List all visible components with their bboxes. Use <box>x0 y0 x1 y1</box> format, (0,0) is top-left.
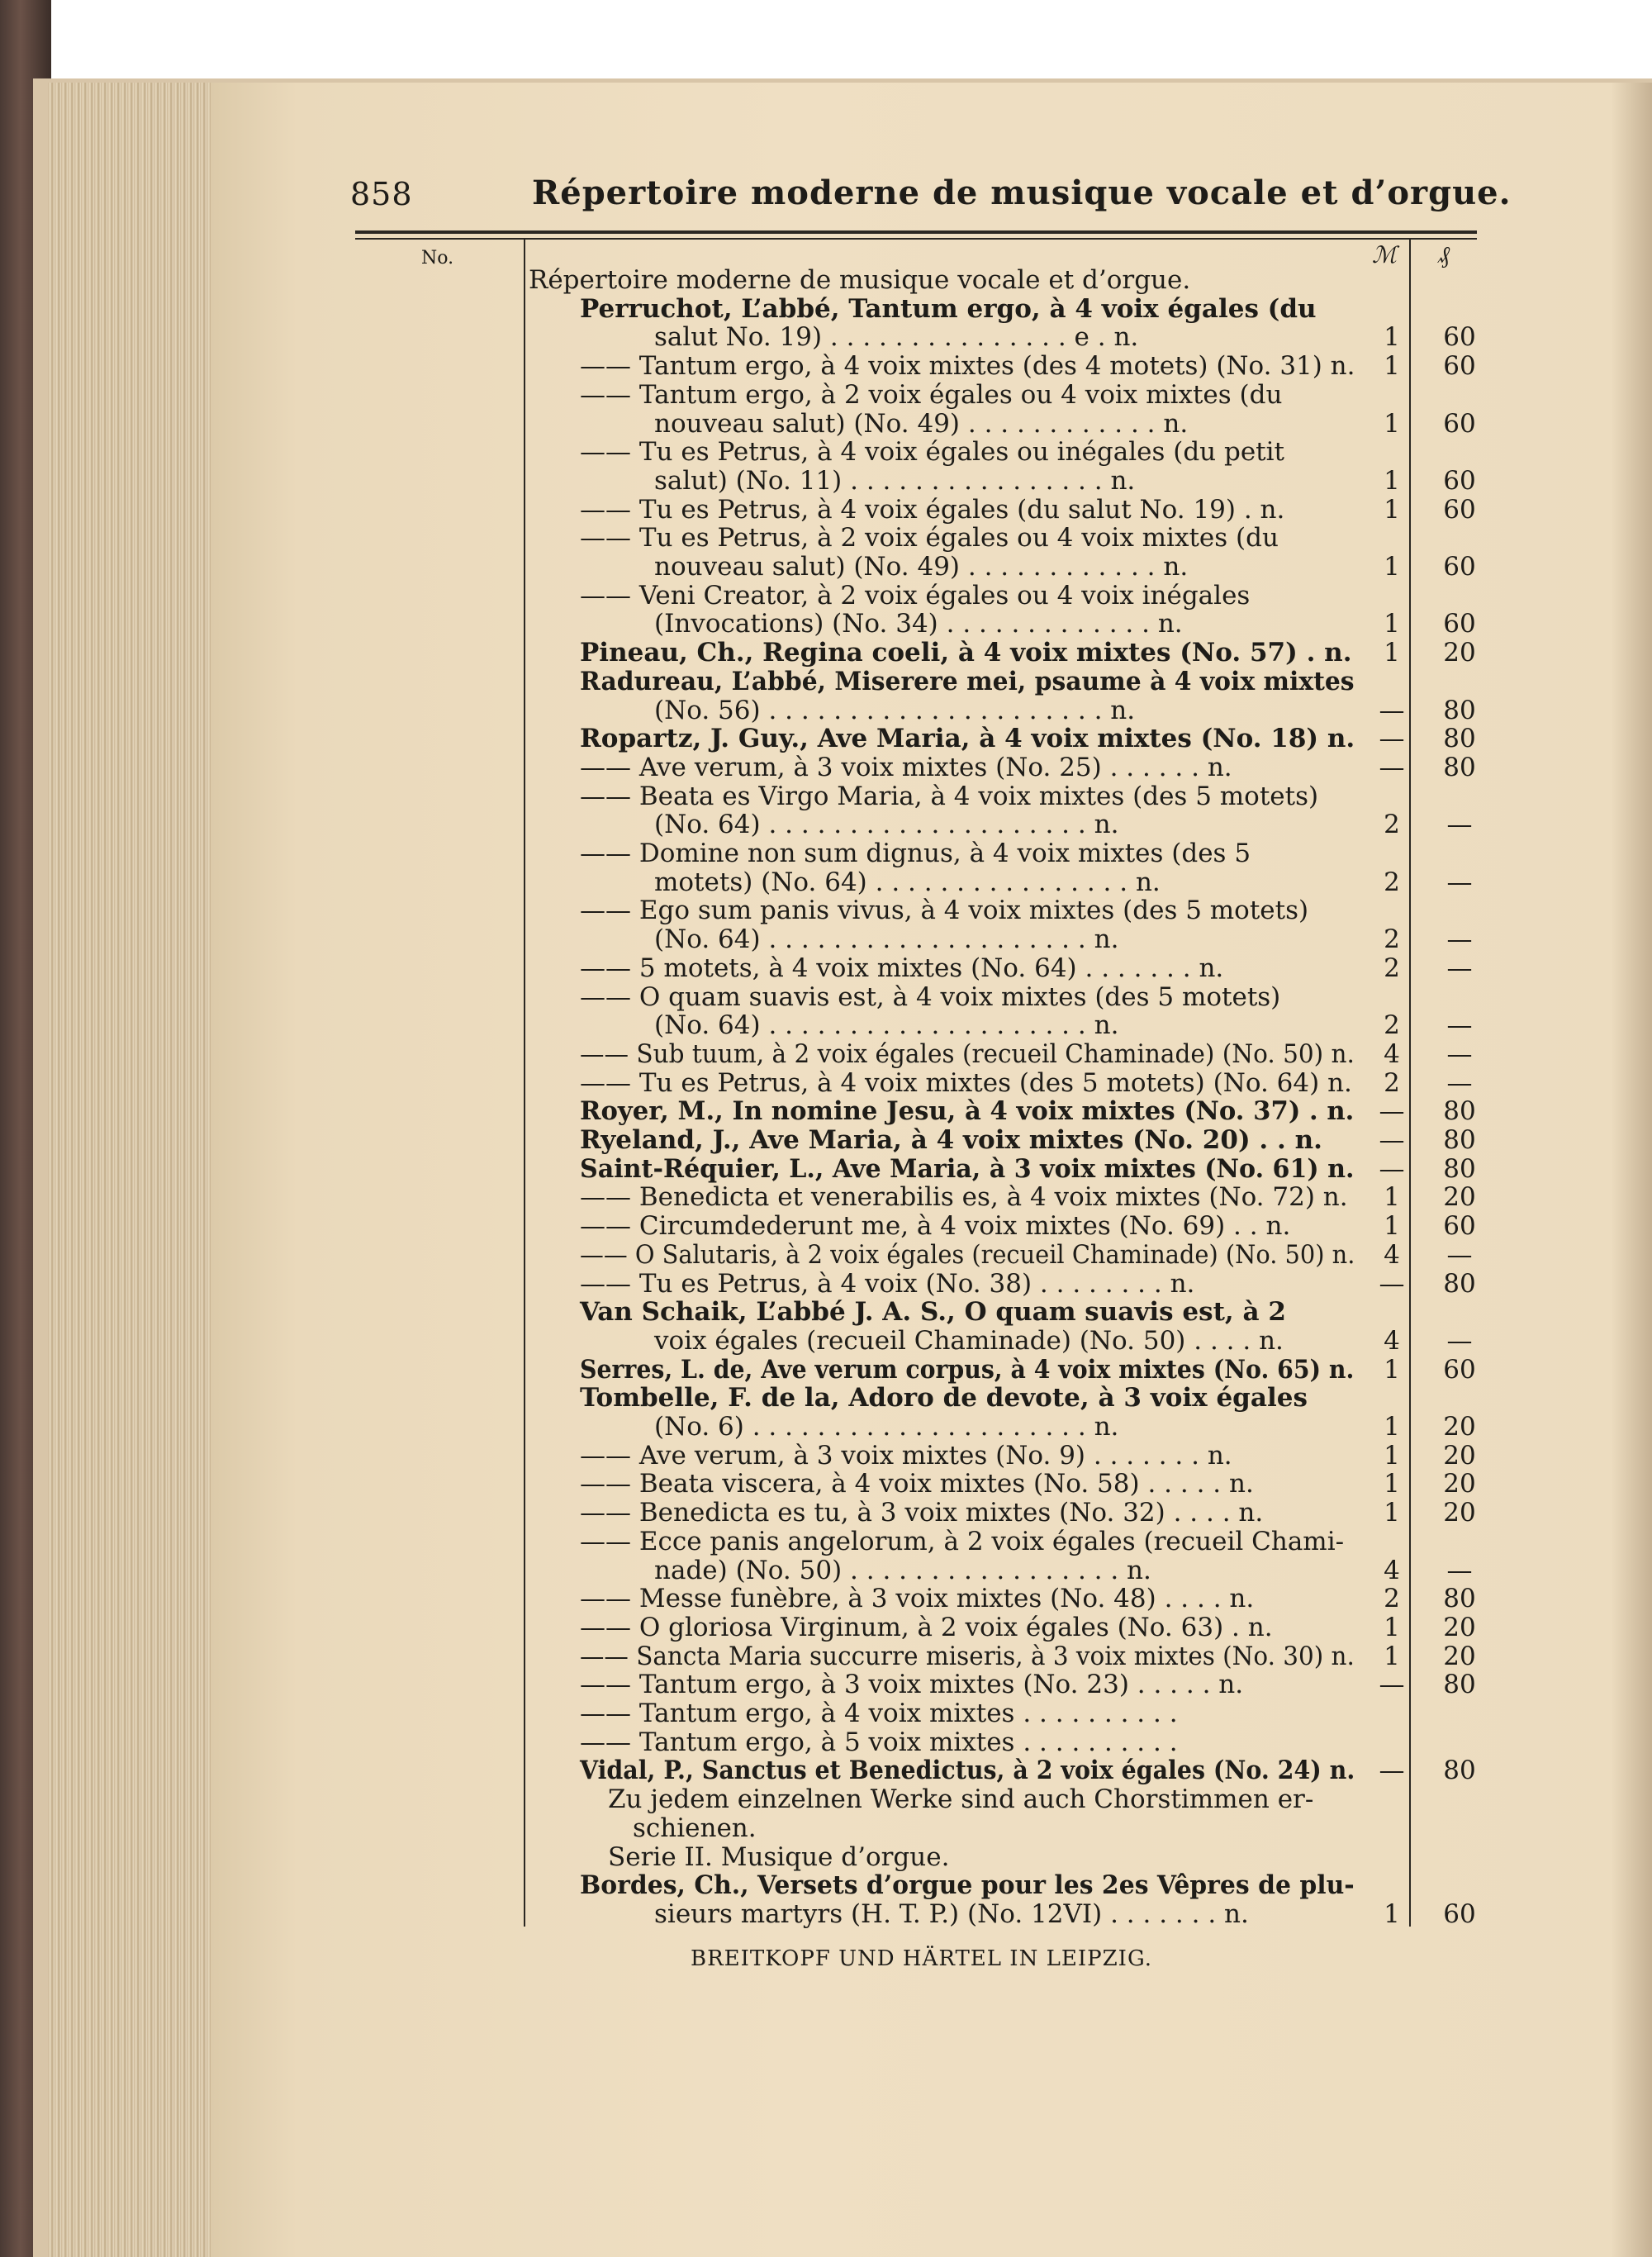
catalog-line-text: voix égales (recueil Chaminade) (No. 50) . . . . n. <box>654 1325 1284 1356</box>
price-pfennig: 60 <box>1443 322 1476 353</box>
catalog-line-text: nouveau salut) (No. 49) . . . . . . . . . . . . n. <box>654 552 1189 582</box>
catalog-line-text: Radureau, L’abbé, Miserere mei, psaume à 4 voix mixtes <box>580 666 1355 696</box>
catalog-line-text: —— Veni Creator, à 2 voix égales ou 4 voix inégales <box>580 580 1251 611</box>
catalog-line <box>529 524 1635 552</box>
catalog-line <box>529 782 1635 810</box>
catalog-line-text: schienen. <box>633 1813 757 1843</box>
catalog-line <box>529 1756 1635 1784</box>
catalog-line-text: Saint-Réquier, L., Ave Maria, à 3 voix mixtes (No. 61) n. <box>580 1153 1355 1184</box>
catalog-line-text: —— 5 motets, à 4 voix mixtes (No. 64) . . . . . . . n. <box>580 953 1224 983</box>
price-mark: 1 <box>1384 609 1400 639</box>
price-pfennig: 60 <box>1443 351 1476 382</box>
price-mark: 1 <box>1384 1469 1400 1499</box>
catalog-line-text: —— Ave verum, à 3 voix mixtes (No. 25) . . . . . . n. <box>580 752 1232 782</box>
price-mark: 1 <box>1384 1612 1400 1642</box>
price-mark: — <box>1379 1096 1405 1127</box>
catalog-line-text: —— Sub tuum, à 2 voix égales (recueil Chaminade) (No. 50) n. <box>580 1038 1355 1069</box>
price-pfennig: 20 <box>1443 1612 1476 1642</box>
catalog-line-text: Serie II. Musique d’orgue. <box>608 1841 950 1872</box>
catalog-line <box>529 639 1635 667</box>
catalog-line-text: (No. 64) . . . . . . . . . . . . . . . . . . . . n. <box>654 810 1119 840</box>
catalog-line-text: —— Benedicta et venerabilis es, à 4 voix mixtes (No. 72) n. <box>580 1182 1348 1213</box>
catalog-line <box>529 1814 1635 1842</box>
catalog-line <box>529 1155 1635 1183</box>
price-mark: 1 <box>1384 465 1400 496</box>
catalog-line <box>529 1413 1635 1441</box>
catalog-line-text: —— Tantum ergo, à 4 voix mixtes . . . . . . . . . . <box>580 1699 1178 1728</box>
price-mark: 1 <box>1384 1498 1400 1528</box>
running-title: Répertoire moderne de musique vocale et d’orgue. <box>532 173 1512 212</box>
price-pfennig: 60 <box>1443 1211 1476 1242</box>
catalog-line-text: Pineau, Ch., Regina coeli, à 4 voix mixtes (No. 57) . n. <box>580 638 1352 668</box>
catalog-line-text: —— Domine non sum dignus, à 4 voix mixtes (des 5 <box>580 839 1251 868</box>
catalog-line <box>529 610 1635 638</box>
price-pfennig: — <box>1446 953 1473 983</box>
price-mark: 4 <box>1384 1325 1400 1356</box>
catalog-line <box>529 1183 1635 1211</box>
price-mark: 2 <box>1384 810 1400 840</box>
price-pfennig: 20 <box>1443 1641 1476 1671</box>
price-pfennig: 20 <box>1443 638 1476 668</box>
catalog-line-text: —— O Salutaris, à 2 voix égales (recueil Chaminade) (No. 50) n. <box>580 1239 1355 1270</box>
column-divider-no <box>524 240 525 1927</box>
price-pfennig: 80 <box>1443 752 1476 782</box>
price-mark: — <box>1379 1125 1405 1155</box>
catalog-line-text: Zu jedem einzelnen Werke sind auch Chorstimmen er- <box>608 1784 1314 1815</box>
catalog-line-text: Répertoire moderne de musique vocale et d’orgue. <box>529 265 1191 295</box>
catalog-line-text: —— Ego sum panis vivus, à 4 voix mixtes (des 5 motets) <box>580 896 1309 926</box>
price-pfennig: — <box>1446 1325 1473 1356</box>
catalog-line <box>529 1126 1635 1154</box>
price-pfennig: 80 <box>1443 695 1476 725</box>
catalog-line-text: —— Messe funèbre, à 3 voix mixtes (No. 48) . . . . n. <box>580 1584 1255 1614</box>
price-mark: 4 <box>1384 1555 1400 1585</box>
catalog-line <box>529 1785 1635 1813</box>
catalog-line <box>529 753 1635 782</box>
catalog-line <box>529 1843 1635 1871</box>
catalog-line-text: sieurs martyrs (H. T. P.) (No. 12VI) . . . . . . . n. <box>654 1898 1249 1929</box>
catalog-line <box>529 582 1635 610</box>
catalog-line-text: —— Tu es Petrus, à 4 voix égales ou inégales (du petit <box>580 437 1284 468</box>
catalog-line-text: Royer, M., In nomine Jesu, à 4 voix mixtes (No. 37) . n. <box>580 1096 1355 1127</box>
catalog-line-text: —— Tu es Petrus, à 4 voix mixtes (des 5 motets) (No. 64) n. <box>580 1067 1352 1098</box>
catalog-line <box>529 1298 1635 1326</box>
page-number: 858 <box>350 176 413 212</box>
header-rule <box>355 230 1477 234</box>
catalog-line <box>529 1356 1635 1384</box>
catalog-line <box>529 1556 1635 1585</box>
price-pfennig: — <box>1446 1067 1473 1098</box>
catalog-line <box>529 725 1635 753</box>
price-pfennig: 60 <box>1443 465 1476 496</box>
catalog-line-text: Ryeland, J., Ave Maria, à 4 voix mixtes (No. 20) . . n. <box>580 1125 1322 1155</box>
catalog-line <box>529 1642 1635 1670</box>
catalog-line-text: motets) (No. 64) . . . . . . . . . . . . . . . . n. <box>654 867 1161 897</box>
price-mark: 1 <box>1384 1898 1400 1929</box>
price-pfennig: 20 <box>1443 1498 1476 1528</box>
price-mark: 1 <box>1384 1211 1400 1242</box>
price-mark: 2 <box>1384 1584 1400 1614</box>
catalog-line <box>529 1384 1635 1412</box>
catalog-line-text: —— Sancta Maria succurre miseris, à 3 voix mixtes (No. 30) n. <box>580 1641 1355 1671</box>
price-pfennig: 60 <box>1443 1898 1476 1929</box>
catalog-line-text: Bordes, Ch., Versets d’orgue pour les 2es Vêpres de plu- <box>580 1870 1355 1901</box>
catalog-line-text: —— Tantum ergo, à 5 voix mixtes . . . . . . . . . . <box>580 1727 1178 1757</box>
catalog-line <box>529 1613 1635 1642</box>
catalog-line <box>529 553 1635 581</box>
price-pfennig: 80 <box>1443 1096 1476 1127</box>
price-pfennig: 20 <box>1443 1440 1476 1471</box>
catalog-line <box>529 1528 1635 1556</box>
price-pfennig: 20 <box>1443 1469 1476 1499</box>
price-mark: 2 <box>1384 1010 1400 1041</box>
price-mark: 4 <box>1384 1239 1400 1270</box>
catalog-line-text: (No. 64) . . . . . . . . . . . . . . . . . . . . n. <box>654 924 1119 955</box>
catalog-line-text: (Invocations) (No. 34) . . . . . . . . . . . . . n. <box>654 609 1183 639</box>
price-pfennig: 60 <box>1443 552 1476 582</box>
catalog-line <box>529 496 1635 524</box>
price-pfennig: 20 <box>1443 1182 1476 1213</box>
price-pfennig: — <box>1446 810 1473 840</box>
catalog-line-text: —— Beata es Virgo Maria, à 4 voix mixtes (des 5 motets) <box>580 781 1319 811</box>
catalog-line <box>529 668 1635 696</box>
price-mark: 2 <box>1384 924 1400 955</box>
catalog-line-text: Serres, L. de, Ave verum corpus, à 4 voix mixtes (No. 65) n. <box>580 1354 1355 1385</box>
catalog-line <box>529 1011 1635 1039</box>
catalog-line-text: Perruchot, L’abbé, Tantum ergo, à 4 voix égales (du <box>580 293 1317 324</box>
catalog-line <box>529 925 1635 953</box>
price-mark: 1 <box>1384 638 1400 668</box>
price-pfennig: — <box>1446 867 1473 897</box>
price-mark: 1 <box>1384 322 1400 353</box>
catalog-line <box>529 983 1635 1011</box>
catalog-line-text: —— Tantum ergo, à 3 voix mixtes (No. 23) . . . . . n. <box>580 1670 1244 1700</box>
price-mark: 1 <box>1384 1440 1400 1471</box>
price-pfennig: 80 <box>1443 1153 1476 1184</box>
price-mark: — <box>1379 724 1405 754</box>
publisher-imprint: BREITKOPF UND HÄRTEL IN LEIPZIG. <box>691 1946 1153 1971</box>
catalog-line <box>529 410 1635 438</box>
catalog-line-text: —— Benedicta es tu, à 3 voix mixtes (No. 32) . . . . n. <box>580 1498 1264 1528</box>
catalog-line <box>529 295 1635 323</box>
catalog-line <box>529 1212 1635 1240</box>
catalog-line <box>529 1499 1635 1527</box>
price-mark: 4 <box>1384 1038 1400 1069</box>
price-mark: — <box>1379 752 1405 782</box>
catalog-line <box>529 1585 1635 1613</box>
price-mark: 1 <box>1384 1182 1400 1213</box>
price-pfennig: 60 <box>1443 408 1476 439</box>
catalog-line <box>529 1470 1635 1498</box>
price-pfennig: 80 <box>1443 724 1476 754</box>
catalog-line-text: —— Ave verum, à 3 voix mixtes (No. 9) . . . . . . . n. <box>580 1440 1232 1471</box>
price-mark: 1 <box>1384 1412 1400 1442</box>
price-pfennig: 60 <box>1443 494 1476 525</box>
price-pfennig: 20 <box>1443 1412 1476 1442</box>
price-mark: 2 <box>1384 953 1400 983</box>
catalog-line-text: (No. 56) . . . . . . . . . . . . . . . . . . . . . n. <box>654 695 1136 725</box>
catalog-line-text: Van Schaik, L’abbé J. A. S., O quam suavis est, à 2 <box>580 1297 1286 1328</box>
price-pfennig: 80 <box>1443 1268 1476 1299</box>
catalog-line-text: —— Beata viscera, à 4 voix mixtes (No. 58) . . . . . n. <box>580 1469 1254 1499</box>
catalog-line <box>529 1871 1635 1899</box>
price-pfennig: — <box>1446 1555 1473 1585</box>
catalog-line <box>529 1241 1635 1269</box>
catalog-line <box>529 1069 1635 1097</box>
catalog-line <box>529 467 1635 495</box>
catalog-line-text: —— Tu es Petrus, à 4 voix (No. 38) . . . . . . . . n. <box>580 1268 1195 1299</box>
catalog-line <box>529 1040 1635 1068</box>
catalog-line-text: nouveau salut) (No. 49) . . . . . . . . . . . . n. <box>654 408 1189 439</box>
catalog-line-text: nade) (No. 50) . . . . . . . . . . . . . . . . . n. <box>654 1555 1151 1585</box>
catalog-line-text: —— Tantum ergo, à 2 voix égales ou 4 voix mixtes (du <box>580 379 1283 410</box>
catalog-line <box>529 1097 1635 1125</box>
catalog-line-text: —— Tu es Petrus, à 4 voix égales (du salut No. 19) . n. <box>580 494 1285 525</box>
price-mark: — <box>1379 1756 1405 1786</box>
price-pfennig: 60 <box>1443 609 1476 639</box>
price-mark: 1 <box>1384 494 1400 525</box>
price-mark: 1 <box>1384 408 1400 439</box>
catalog-line-text: salut No. 19) . . . . . . . . . . . . . . . e . n. <box>654 322 1139 353</box>
catalog-line <box>529 1900 1635 1928</box>
price-pfennig: — <box>1446 1010 1473 1041</box>
catalog-line <box>529 323 1635 351</box>
catalog-line-text: Vidal, P., Sanctus et Benedictus, à 2 voix égales (No. 24) n. <box>580 1756 1355 1786</box>
catalog-line <box>529 1728 1635 1756</box>
price-mark: 1 <box>1384 1354 1400 1385</box>
price-pfennig: 80 <box>1443 1670 1476 1700</box>
catalog-line <box>529 352 1635 380</box>
price-pfennig: — <box>1446 924 1473 955</box>
page-edges <box>48 83 221 2257</box>
price-mark: 1 <box>1384 351 1400 382</box>
catalog-line <box>529 696 1635 725</box>
catalog-line-text: Tombelle, F. de la, Adoro de devote, à 3 voix égales <box>580 1383 1308 1414</box>
catalog-line-text: —— Circumdederunt me, à 4 voix mixtes (No. 69) . . n. <box>580 1211 1291 1242</box>
price-pfennig: 60 <box>1443 1354 1476 1385</box>
catalog-line-text: salut) (No. 11) . . . . . . . . . . . . . . . . n. <box>654 465 1136 496</box>
catalog-line-text: —— Tu es Petrus, à 2 voix égales ou 4 voix mixtes (du <box>580 523 1279 554</box>
column-header-pfennig: ₰ <box>1438 241 1450 268</box>
price-mark: 1 <box>1384 1641 1400 1671</box>
catalog-line-text: —— O gloriosa Virginum, à 2 voix égales (No. 63) . n. <box>580 1612 1273 1642</box>
catalog-line-text: —— Ecce panis angelorum, à 2 voix égales (recueil Chami- <box>580 1526 1345 1556</box>
price-mark: 1 <box>1384 552 1400 582</box>
catalog-line <box>529 266 1635 294</box>
column-header-no: No. <box>421 248 454 268</box>
catalog-line <box>529 839 1635 867</box>
catalog-line <box>529 381 1635 409</box>
catalog-line <box>529 954 1635 982</box>
price-mark: 2 <box>1384 867 1400 897</box>
price-mark: — <box>1379 1268 1405 1299</box>
catalog-line-text: Ropartz, J. Guy., Ave Maria, à 4 voix mixtes (No. 18) n. <box>580 724 1355 754</box>
price-pfennig: 80 <box>1443 1125 1476 1155</box>
price-mark: — <box>1379 1153 1405 1184</box>
catalog-line <box>529 868 1635 896</box>
catalog-line-text: —— O quam suavis est, à 4 voix mixtes (des 5 motets) <box>580 981 1281 1012</box>
price-pfennig: — <box>1446 1239 1473 1270</box>
catalog-line <box>529 1270 1635 1298</box>
catalog-line <box>529 896 1635 924</box>
catalog-line <box>529 1442 1635 1470</box>
price-mark: 2 <box>1384 1067 1400 1098</box>
catalog-line-text: (No. 6) . . . . . . . . . . . . . . . . . . . . . n. <box>654 1412 1119 1442</box>
price-pfennig: 80 <box>1443 1584 1476 1614</box>
price-mark: — <box>1379 1670 1405 1700</box>
catalog-line <box>529 1670 1635 1699</box>
catalog-line <box>529 1699 1635 1727</box>
price-pfennig: 80 <box>1443 1756 1476 1786</box>
catalog-line-text: —— Tantum ergo, à 4 voix mixtes (des 4 motets) (No. 31) n. <box>580 351 1355 382</box>
catalog-line <box>529 438 1635 466</box>
price-pfennig: — <box>1446 1038 1473 1069</box>
price-mark: — <box>1379 695 1405 725</box>
catalog-line <box>529 810 1635 839</box>
catalog-line <box>529 1327 1635 1355</box>
catalog-line-text: (No. 64) . . . . . . . . . . . . . . . . . . . . n. <box>654 1010 1119 1041</box>
column-header-mark: ℳ <box>1372 241 1397 268</box>
